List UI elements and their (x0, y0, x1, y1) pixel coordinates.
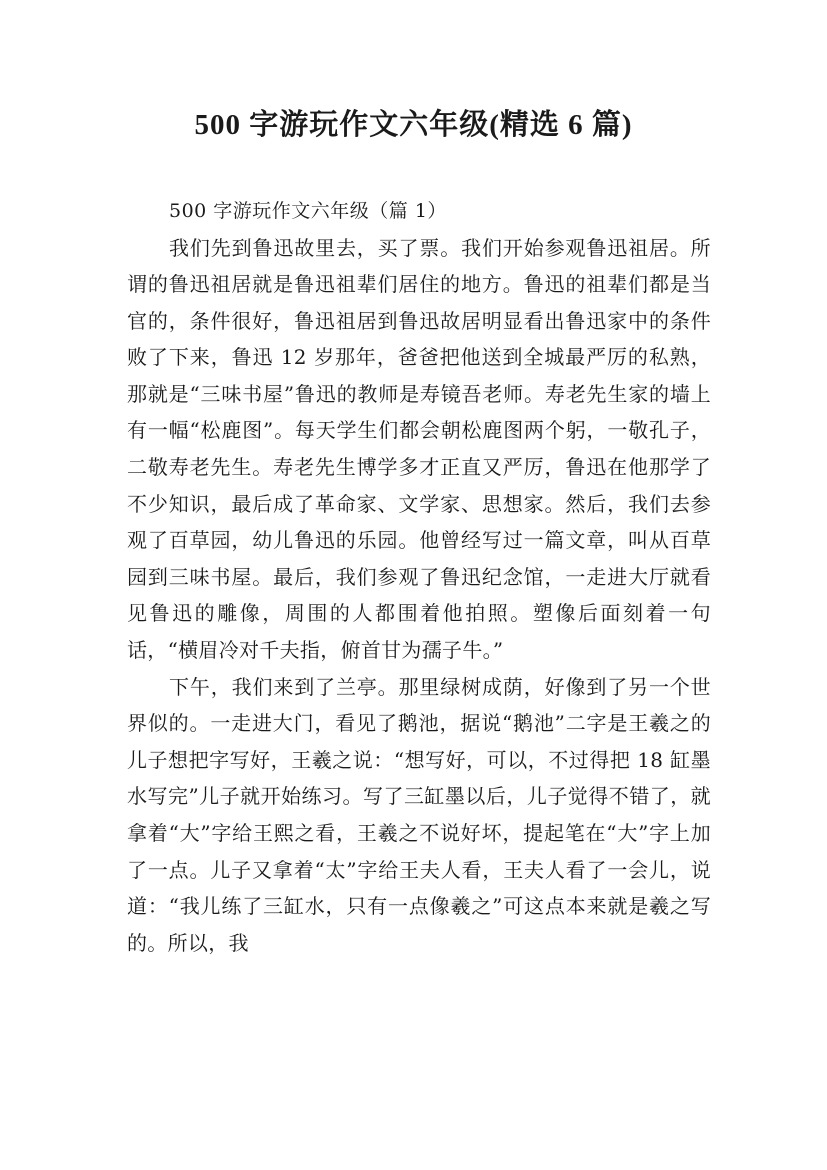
document-body (127, 193, 711, 961)
document-title: 500 字游玩作文六年级(精选 6 篇) (194, 109, 633, 141)
paragraph: 我们先到鲁迅故里去，买了票。我们开始参观鲁迅祖居。所谓的鲁迅祖居就是鲁迅祖辈们居住的地方。鲁迅的祖辈们都是当官的，条件很好，鲁迅祖居到鲁迅故居明显看出鲁迅家中的条件败了下来，鲁迅 12 岁那年，爸爸把他送到全城最严厉的私熟，那就是“三味书屋”鲁迅的教师是寿镜吾老师。寿老先生家的墙上有一幅“松鹿图”。每天学生们都会朝松鹿图两个躬，一敬孔子，二敬寿老先生。寿老先生博学多才正直又严厉，鲁迅在他那学了不少知识，最后成了革命家、文学家、思想家。然后，我们去参观了百草园，幼儿鲁迅的乐园。他曾经写过一篇文章，叫从百草园到三味书屋。最后，我们参观了鲁迅纪念馆，一走进大厅就看见鲁迅的雕像，周围的人都围着他拍照。塑像后面刻着一句话，“横眉冷对千夫指，俯首甘为孺子牛。” (127, 235, 711, 663)
section-heading: 500 字游玩作文六年级（篇 1） (169, 200, 447, 222)
paragraph: 下午，我们来到了兰亭。那里绿树成荫，好像到了另一个世界似的。一走进大门，看见了鹅池，据说“鹅池”二字是王羲之的儿子想把字写好，王羲之说：“想写好，可以，不过得把 18 缸墨水写完”儿子就开始练习。写了三缸墨以后，儿子觉得不错了，就拿着“大”字给王熙之看，王羲之不说好坏，提起笔在“大”字上加了一点。儿子又拿着“太”字给王夫人看，王夫人看了一会儿，说道：“我儿练了三缸水，只有一点像羲之”可这点本来就是羲之写的。所以，我 (127, 674, 711, 955)
